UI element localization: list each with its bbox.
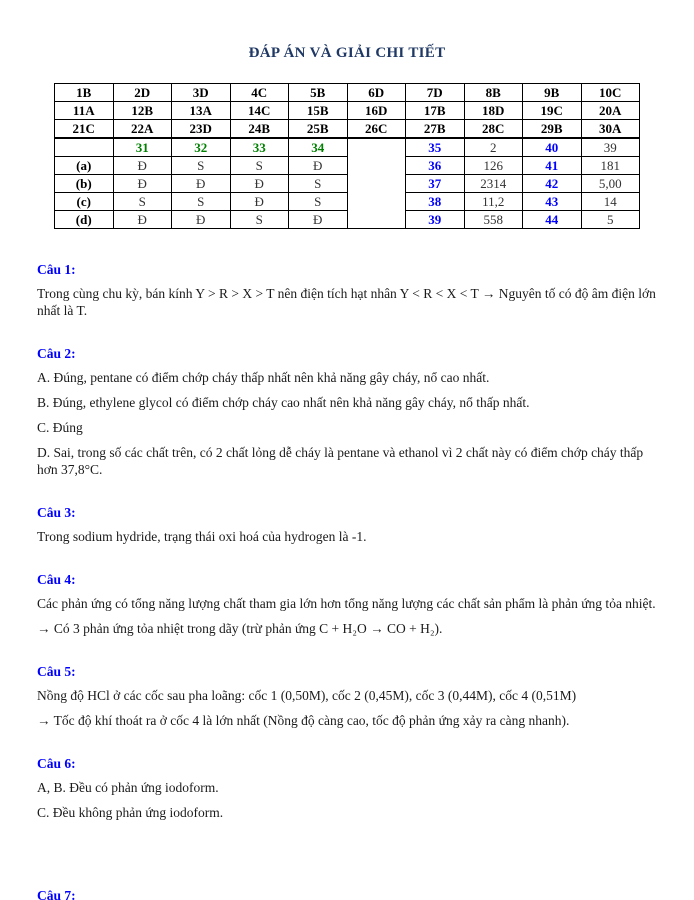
answer-cell: 4C — [230, 84, 289, 102]
question-paragraph: A, B. Đều có phản ứng iodoform. — [37, 780, 219, 795]
answer-cell: 15B — [289, 102, 348, 120]
answer-cell: 19C — [523, 102, 582, 120]
answer-cell: (a) — [55, 157, 114, 175]
answer-cell: Đ — [289, 211, 348, 229]
answer-cell: Đ — [113, 157, 172, 175]
answer-cell: (b) — [55, 175, 114, 193]
answer-cell: 14 — [581, 193, 640, 211]
question-section — [37, 486, 657, 545]
answer-cell: 20A — [581, 102, 640, 120]
question-paragraph: D. Sai, trong số các chất trên, có 2 chất lỏng dễ cháy là pentane và ethanol vì 2 chất này có điểm chớp cháy thấp hơn 37,8°C. — [37, 445, 644, 477]
answer-table-row — [55, 102, 640, 120]
answer-cell: (c) — [55, 193, 114, 211]
question-section — [37, 261, 657, 319]
question-paragraph: Các phản ứng có tổng năng lượng chất tham gia lớn hơn tổng năng lượng các chất sản phẩm là phản ứng tỏa nhiệt. — [37, 596, 656, 611]
answer-cell: 10C — [581, 84, 640, 102]
answer-cell: 3D — [172, 84, 231, 102]
answer-cell: 41 — [523, 157, 582, 175]
question-paragraph: A. Đúng, pentane có điểm chớp cháy thấp nhất nên khả năng gây cháy, nổ cao nhất. — [37, 370, 490, 385]
answer-cell: 21C — [55, 120, 114, 139]
question-heading: Câu 1: — [37, 262, 76, 277]
answer-cell: S — [113, 193, 172, 211]
answer-cell: 44 — [523, 211, 582, 229]
answer-cell: 18D — [464, 102, 523, 120]
answer-cell: S — [230, 157, 289, 175]
answer-cell: 7D — [406, 84, 465, 102]
question-heading: Câu 6: — [37, 756, 76, 771]
answer-cell: Đ — [230, 193, 289, 211]
answer-cell: 2D — [113, 84, 172, 102]
answer-cell: 39 — [406, 211, 465, 229]
answer-key-table — [54, 83, 640, 229]
answer-table-row — [55, 84, 640, 102]
answer-cell — [347, 138, 406, 229]
question-paragraph: Nồng độ HCl ở các cốc sau pha loãng: cốc 1 (0,50M), cốc 2 (0,45M), cốc 3 (0,44M), cốc 4 (0,51M) — [37, 688, 577, 703]
answer-cell: 43 — [523, 193, 582, 211]
answer-cell: 29B — [523, 120, 582, 139]
answer-cell: Đ — [113, 175, 172, 193]
answer-cell: 17B — [406, 102, 465, 120]
question-paragraph: Trong sodium hydride, trạng thái oxi hoá của hydrogen là -1. — [37, 529, 367, 544]
answer-cell: 31 — [113, 138, 172, 157]
answer-cell: 5 — [581, 211, 640, 229]
answer-cell: 16D — [347, 102, 406, 120]
question-paragraph: C. Đều không phản ứng iodoform. — [37, 805, 224, 820]
answer-cell: 9B — [523, 84, 582, 102]
question-paragraph: → Có 3 phản ứng tỏa nhiệt trong dãy (trừ phản ứng C + H₂O → CO + H₂). — [37, 621, 443, 636]
answer-cell: 22A — [113, 120, 172, 139]
answer-cell: S — [230, 211, 289, 229]
answer-cell: 14C — [230, 102, 289, 120]
document-title: ĐÁP ÁN VÀ GIẢI CHI TIẾT — [248, 45, 446, 61]
question-heading: Câu 2: — [37, 346, 76, 361]
answer-cell: 33 — [230, 138, 289, 157]
answer-cell: 25B — [289, 120, 348, 139]
answer-cell — [55, 138, 114, 157]
answer-table-body — [55, 84, 640, 229]
answer-cell: 12B — [113, 102, 172, 120]
answer-cell: 28C — [464, 120, 523, 139]
question-section — [37, 327, 657, 478]
answer-table-row — [55, 138, 640, 157]
question-heading: Câu 5: — [37, 664, 76, 679]
answer-cell: Đ — [172, 175, 231, 193]
answer-cell: 6D — [347, 84, 406, 102]
answer-cell: S — [172, 193, 231, 211]
answer-cell: 40 — [523, 138, 582, 157]
answer-cell: 34 — [289, 138, 348, 157]
answer-cell: 42 — [523, 175, 582, 193]
answer-cell: 36 — [406, 157, 465, 175]
question-section — [37, 737, 657, 821]
answer-cell: 13A — [172, 102, 231, 120]
answer-cell: Đ — [230, 175, 289, 193]
question-paragraph: Trong cùng chu kỳ, bán kính Y > R > X > T nên điện tích hạt nhân Y < R < X < T → Nguyên tố có độ âm điện lớn nhất là T. — [37, 286, 656, 318]
answer-cell: 2314 — [464, 175, 523, 193]
answer-cell: 37 — [406, 175, 465, 193]
answer-cell: Đ — [172, 211, 231, 229]
answer-cell: 26C — [347, 120, 406, 139]
answer-cell: S — [289, 193, 348, 211]
answer-table-row — [55, 120, 640, 139]
answer-cell: 1B — [55, 84, 114, 102]
answer-cell: S — [289, 175, 348, 193]
answer-cell: Đ — [113, 211, 172, 229]
answer-cell: 39 — [581, 138, 640, 157]
answer-cell: 23D — [172, 120, 231, 139]
answer-cell: 27B — [406, 120, 465, 139]
question-paragraph: B. Đúng, ethylene glycol có điểm chớp cháy cao nhất nên khả năng gây cháy, nổ thấp nhất. — [37, 395, 530, 410]
answer-cell: S — [172, 157, 231, 175]
solutions-list — [37, 261, 657, 821]
answer-cell: 5B — [289, 84, 348, 102]
question-heading: Câu 4: — [37, 572, 76, 587]
question-paragraph: → Tốc độ khí thoát ra ở cốc 4 là lớn nhất (Nồng độ càng cao, tốc độ phản ứng xảy ra càng nhanh). — [37, 713, 570, 728]
answer-cell: 38 — [406, 193, 465, 211]
next-question-heading-cutoff: Câu 7: — [37, 888, 76, 900]
question-section — [37, 553, 657, 637]
answer-cell: 181 — [581, 157, 640, 175]
answer-cell: 35 — [406, 138, 465, 157]
answer-cell: 2 — [464, 138, 523, 157]
answer-cell: (d) — [55, 211, 114, 229]
answer-cell: 30A — [581, 120, 640, 139]
question-section — [37, 645, 657, 729]
answer-cell: 126 — [464, 157, 523, 175]
answer-cell: 5,00 — [581, 175, 640, 193]
answer-cell: 8B — [464, 84, 523, 102]
question-paragraph: C. Đúng — [37, 420, 83, 435]
answer-cell: Đ — [289, 157, 348, 175]
answer-cell: 11A — [55, 102, 114, 120]
answer-cell: 11,2 — [464, 193, 523, 211]
answer-cell: 24B — [230, 120, 289, 139]
question-heading: Câu 3: — [37, 505, 76, 520]
answer-cell: 558 — [464, 211, 523, 229]
answer-cell: 32 — [172, 138, 231, 157]
